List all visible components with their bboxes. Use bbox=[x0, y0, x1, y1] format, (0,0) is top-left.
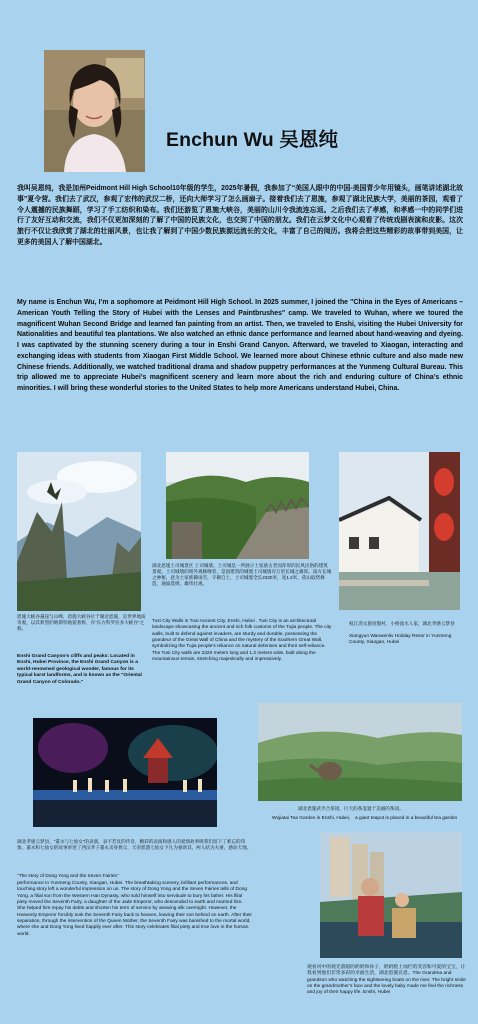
show-photo bbox=[33, 718, 217, 827]
tusi-caption-zh: 湖北恩施土司城景区 土司城墙。土司城是一所展示土家族古老而浑厚的民风民俗的建筑景观。土司城墙的现外观修缮者，是固建筑的城墙土司城墙有万里长城之雄浑。南方长城之神秘，意为土家族御雨雪，守御自土，土司城墙全长2320米，宽1.2米，依山取势修造，通波延绵，雄伟壮观。 bbox=[152, 563, 332, 587]
intro-chinese: 我叫吴恩纯，我是加州Peidmont Hill High School10年级的学生，2025年暑假，我参加了“美国人眼中的中国-美国青少年用镜头，画笔讲述湖北故事”夏令营。我们去了武汉，参观了宏伟的武汉二桥，还向大师学习了怎么画扇子。接着我们去了恩施，参观了湖北民族大学，美丽的茶园，观看了令人震撼的民族舞蹈，学习了手工纺织和染布。我们还游览了恩施大峡谷，美丽的山川令我流连忘返。之后我们去了孝感，和孝感一中的同学们进行了友好互动和交流，我们不仅更加深刻的了解了中国的民族文化，也交到了中国的朋友。我们在云梦文化中心观看了传统戏剧表演和皮影。这次旅行不仅让我欣赏了湖北的壮丽风景，也让我了解到了中国少数民族源远流长的文化，丰富了自己的阅历。我将会把这些精彩的故事带到美国，让更多的美国人了解中国湖北。 bbox=[17, 185, 463, 246]
canyon-caption-en: Enshi Grand Canyon’s cliffs and peaks: Located in Enshi, Hubei Province, the Enshi Grand Canyon is a world-renowned geological wonder, famous for its typical karst landforms, and is known as the "Oriental Grand Canyon of Colorado." bbox=[17, 654, 142, 685]
village-caption-en: Xiangyun Wanwenliv Holiday Resor in Yunmeng County, Xiaogan, Hubei bbox=[349, 634, 452, 646]
village-caption-zh: 枝江湾文旅度假村，小桥流水人家，湖北孝感云梦县 bbox=[349, 621, 455, 626]
portrait-photo bbox=[44, 50, 145, 172]
grandma-caption: 观看河中的观光游船的奶奶和孙子，奶奶脸上灿烂的笑容和可爱的宝宝，让我看到他们非常多彩的幸福生活，湖北恩施宣恩。The Grandma and grandson who watching the sightseeing boats on the river. The bright smile on the grandmother’s face and the lovely baby made me feel the richness and joy of their happy life. Enshi, Hubei bbox=[307, 965, 466, 996]
tusi-wall-photo bbox=[166, 452, 309, 559]
canyon-caption-zh: 恩施大峡谷悬崖与山峰，恩施大峡谷位于湖北恩施，是世界地质奇观，以其典型的喀斯特地貌著称，有“东方科罗拉多大峡谷”之称。 bbox=[17, 614, 146, 632]
grandma-photo bbox=[320, 832, 462, 958]
tusi-caption-en: Tusi City Walls in Tusi Ancient City, Enshi, Hubei . Tusi City is an architectural landscape showcasing the ancient and rich folk customs of the Tujia people. The city walls, built to defend against invaders, are sturdy and durable, possessing the grandeur of the Great Wall of China and the mystery of the Southern Great Wall, symbolizing the Tujia people’s reliance on natural defenses and their self-reliance. The Tusi City walls are 2320 meters long and 1.2 meters wide, built along the mountainous terrain, stretching majestically and impressively. bbox=[152, 619, 332, 662]
student-name: Enchun Wu 吴恩纯 bbox=[166, 129, 339, 151]
village-photo bbox=[339, 452, 460, 610]
show-caption-en-title: "The story of Dong Yong and the Seven Fairies" bbox=[17, 874, 119, 879]
show-caption-zh: 湖北孝感云梦县，“董永与七仙女”的表演，表不若仗的传奇，精彩的表演和感人的爱情故事吸我们留下了难忘的印象。董永和七仙女的故事讲述了西汉孝子董永卖身葬父，天帝派遣七仙女下凡为妻助其，两人结为夫妻，感动天地。 bbox=[17, 839, 252, 851]
canyon-photo bbox=[17, 452, 141, 611]
tea-garden-photo bbox=[258, 703, 462, 801]
tea-caption-en: Wujiatai Tea Garden in Enshi, Hubei， a giant teapot is placed in a beautiful tea garden bbox=[272, 816, 458, 821]
show-caption-en: performance in Yunmeng County, Xiaogan, Hubei. The breathtaking scenery, brilliant performances, and touching story left a wonderful impression on us. The story of Dong Yong and the Seven Fairies tells of Dong Yong, a filial son from the Western Han Dynasty, who sold himself into servitude to bury his father. His filial piety moved the Seventh Fairy, a daughter of the Jade Emperor, who descended to earth and married him. She helped him repay his debts and shorten his term of service by weaving silk overnight. However, the Heavenly Emperor forcibly took the Seventh Fairy back to heaven, leaving their son behind on earth. After their separation, through the intervention of the Queen Mother, the Seventh Fairy was banished to the mortal world, where she and Dong Yong lived happily ever after. This story celebrates filial piety and true love in the human world. bbox=[17, 881, 252, 937]
tea-caption-zh: 湖北恩施武亭合茶园，巨大的茶壶置于美丽的茶园。 bbox=[298, 806, 404, 811]
intro-english: My name is Enchun Wu, I’m a sophomore at Peidmont Hill High School. In 2025 summer, I joined the "China in the Eyes of Americans – American Youth Telling the Story of Hubei with the Lenses and Paintbrushes" camp. We traveled to Wuhan, where we toured the magnificent Wuhan Second Bridge and learned fan painting from an artist. Then, we traveled to Enshi, visiting the Hubei University for Nationalities and beautiful tea plantations. We also watched an ethnic dance performance and learned about hand-weaving and dyeing. I was captivated by the stunning scenery during a tour in Enshi Grand Canyon. Afterward, we traveled to Xiaogan, interacting and exchanging ideas with students from Xiaogan First Middle School. We learned more about Chinese ethnic culture and also made new Chinese friends. Additionally, we watched traditional drama and shadow puppetry performances at the Yunmeng Cultural Bureau. This trip allowed me to appreciate Hubei’s magnificent scenery and learn more about the rich and enduring culture of China’s ethnic minorities. I will bring these wonderful stories to the United States to help more Americans understand Hubei, China. bbox=[17, 299, 463, 393]
